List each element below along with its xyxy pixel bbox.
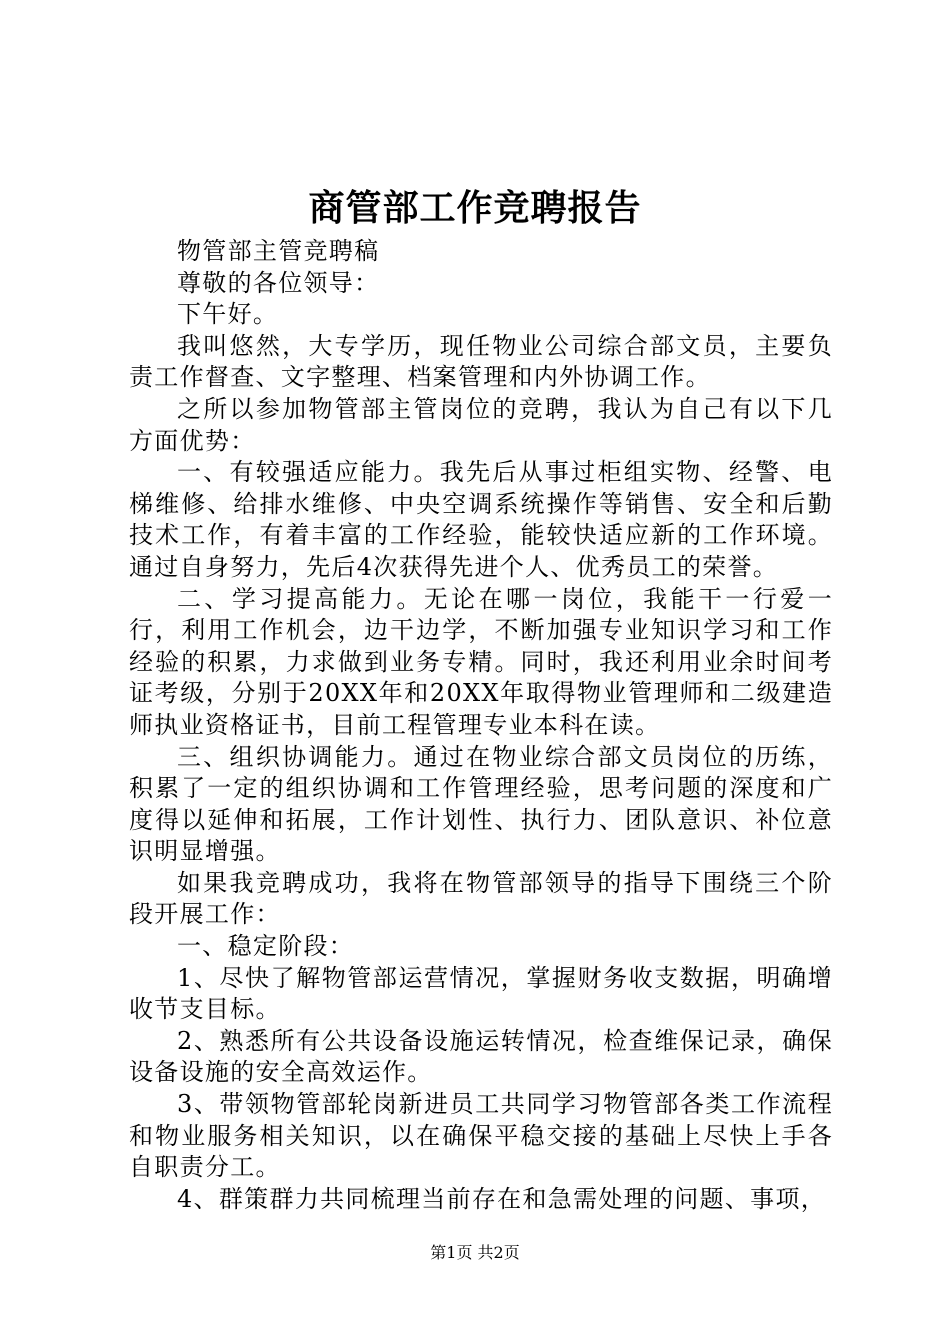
paragraph: 三、组织协调能力。通过在物业综合部文员岗位的历练，积累了一定的组织协调和工作管理经验，思考问题的深度和广度得以延伸和拓展，工作计划性、执行力、团队意识、补位意识明显增强。 xyxy=(129,742,833,866)
paragraph: 我叫悠然，大专学历，现任物业公司综合部文员，主要负责工作督查、文字整理、档案管理和内外协调工作。 xyxy=(129,331,833,392)
paragraph: 一、有较强适应能力。我先后从事过柜组实物、经警、电梯维修、给排水维修、中央空调系统操作等销售、安全和后勤技术工作，有着丰富的工作经验，能较快适应新的工作环境。通过自身努力，先后4次获得先进个人、优秀员工的荣誉。 xyxy=(129,458,833,581)
paragraph: 之所以参加物管部主管岗位的竞聘，我认为自己有以下几方面优势： xyxy=(129,394,833,455)
paragraph: 4、群策群力共同梳理当前存在和急需处理的问题、事项， xyxy=(177,1184,827,1213)
paragraph: 物管部主管竞聘稿 xyxy=(177,237,380,265)
paragraph: 1、尽快了解物管部运营情况，掌握财务收支数据，明确增收节支目标。 xyxy=(129,963,833,1024)
paragraph: 3、带领物管部轮岗新进员工共同学习物管部各类工作流程和物业服务相关知识，以在确保平稳交接的基础上尽快上手各自职责分工。 xyxy=(129,1090,833,1182)
paragraph: 2、熟悉所有公共设备设施运转情况，检查维保记录，确保设备设施的安全高效运作。 xyxy=(129,1026,833,1087)
paragraph: 如果我竞聘成功，我将在物管部领导的指导下围绕三个阶段开展工作： xyxy=(129,868,833,929)
paragraph: 下午好。 xyxy=(177,300,279,329)
document-title: 商管部工作竞聘报告 xyxy=(308,187,642,229)
document-body xyxy=(129,236,833,1215)
paragraph: 二、学习提高能力。无论在哪一岗位，我能干一行爱一行，利用工作机会，边干边学，不断加强专业知识学习和工作经验的积累，力求做到业务专精。同时，我还利用业余时间考证考级，分别于20XX年和20XX年取得物业管理师和二级建造师执业资格证书，目前工程管理专业本科在读。 xyxy=(129,584,833,739)
page-footer: 第1页 共2页 xyxy=(430,1243,520,1262)
paragraph: 尊敬的各位领导： xyxy=(177,268,380,297)
paragraph: 一、稳定阶段： xyxy=(177,932,355,961)
